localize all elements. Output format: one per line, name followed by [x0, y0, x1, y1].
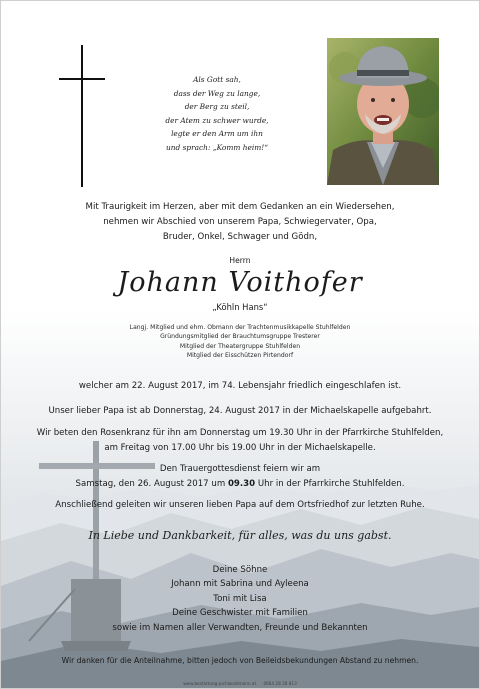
funeral-place-text: Uhr in der Pfarrkirche Stuhlfelden. — [255, 478, 405, 489]
poem-line: der Atem zu schwer wurde, — [165, 115, 269, 125]
poem-line: und sprach: „Komm heim!“ — [165, 142, 269, 152]
funeral-date-text: Samstag, den 26. August 2017 um — [75, 478, 228, 489]
closing-phrase: In Liebe und Dankbarkeit, für alles, was du uns gabst. — [88, 529, 392, 542]
membership-line: Gründungsmitglied der Brauchtumsgruppe Tresterer — [160, 333, 320, 341]
intro-line: Bruder, Onkel, Schwager und Gödn, — [162, 232, 318, 242]
deceased-name: Johann Voithofer — [117, 267, 363, 298]
death-notice-line: welcher am 22. August 2017, im 74. Lebensjahr friedlich eingeschlafen ist. — [78, 381, 402, 391]
funeral-time: 09.30 — [227, 478, 256, 489]
mourners-list — [1, 563, 479, 635]
mourner-line: Toni mit Lisa — [213, 593, 267, 604]
intro-line: nehmen wir Abschied von unserem Papa, Schwiegervater, Opa, — [103, 217, 377, 227]
footer — [1, 681, 479, 686]
memorial-poem — [133, 73, 301, 154]
funeral-service-text — [1, 462, 479, 491]
mourner-line: Deine Geschwister mit Familien — [172, 608, 308, 619]
salutation: Herrn — [229, 256, 251, 265]
mourner-line: sowie im Namen aller Verwandten, Freunde und Bekannten — [112, 622, 368, 633]
footer-website: www.bestattung-pichlwaldmann.at — [183, 681, 257, 686]
thanks-note: Wir danken für die Anteilnahme, bitten jedoch von Beileidsbekundungen Abstand zu nehmen. — [61, 656, 419, 665]
funeral-line: Den Trauergottesdienst feiern wir am — [159, 464, 321, 474]
laid-out-line: Unser lieber Papa ist ab Donnerstag, 24. August 2017 in der Michaelskapelle aufgebahrt. — [48, 406, 432, 416]
cross-icon — [59, 45, 105, 187]
poem-line: Als Gott sah, — [193, 75, 241, 84]
portrait-photo — [327, 38, 439, 185]
intro-text — [1, 200, 479, 245]
footer-phone: 0664 28 28 813 — [263, 681, 297, 686]
rosary-line: Wir beten den Rosenkranz für ihn am Donnerstag um 19.30 Uhr in der Pfarrkirche Stuhlfelden, — [36, 428, 444, 438]
nickname: „Köhln Hans“ — [212, 302, 268, 312]
intro-line: Mit Traurigkeit im Herzen, aber mit dem Gedanken an ein Wiedersehen, — [85, 202, 395, 212]
mourner-line: Johann mit Sabrina und Ayleena — [171, 579, 309, 590]
poem-line: legte er den Arm um ihn — [171, 129, 263, 138]
memberships-list — [1, 323, 479, 361]
membership-line: Mitglied der Eisschützen Pirtendorf — [186, 352, 294, 360]
burial-line: Anschließend geleiten wir unseren lieben Papa auf dem Ortsfriedhof zur letzten Ruhe. — [55, 500, 425, 510]
poem-line: der Berg zu steil, — [184, 102, 250, 111]
rosary-line: am Freitag von 17.00 Uhr bis 19.00 Uhr in der Michaelskapelle. — [104, 442, 376, 453]
mourner-line: Deine Söhne — [212, 565, 268, 575]
membership-line: Langj. Mitglied und ehm. Obmann der Trachtenmusikkapelle Stuhlfelden — [129, 324, 351, 331]
rosary-text — [1, 426, 479, 455]
membership-line: Mitglied der Theatergruppe Stuhlfelden — [179, 342, 301, 350]
poem-line: dass der Weg zu lange, — [173, 88, 261, 98]
funeral-date-line — [1, 477, 479, 492]
